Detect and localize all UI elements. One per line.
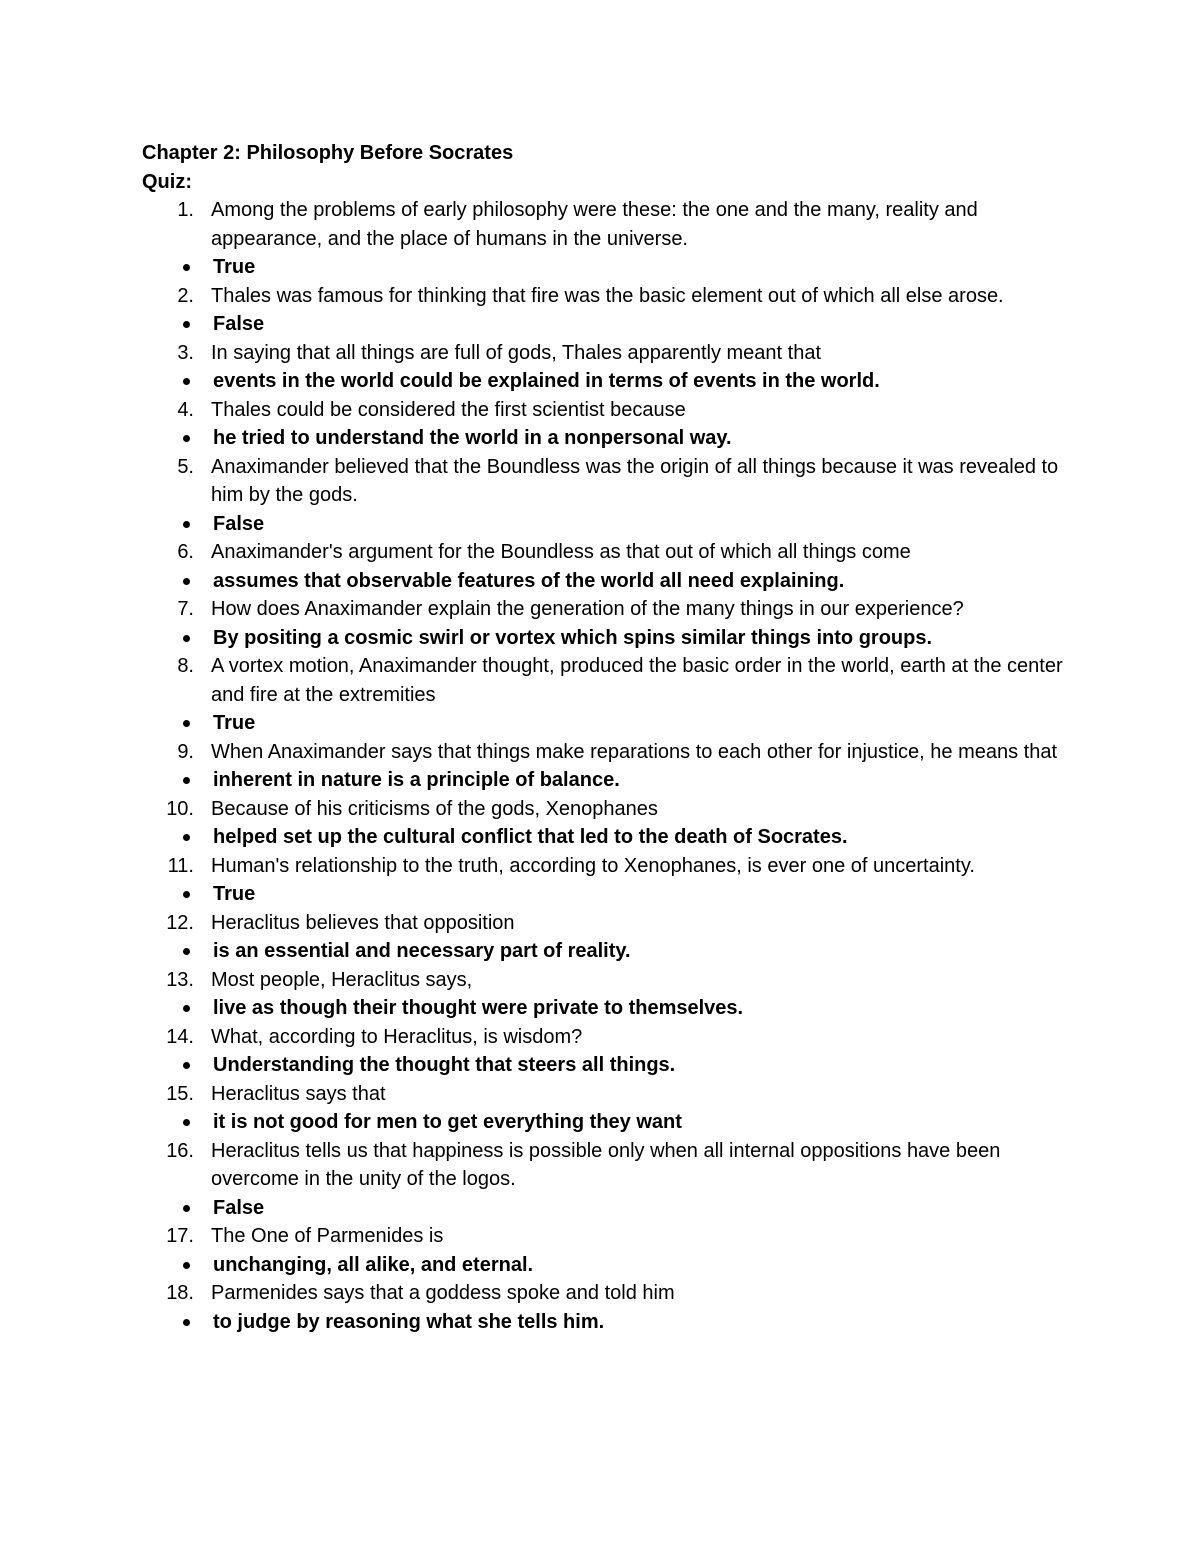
question-number: 3. <box>177 341 194 364</box>
question <box>142 652 1082 709</box>
bullet-icon <box>183 378 190 385</box>
bullet-icon <box>183 720 190 727</box>
question-item <box>142 1023 1082 1080</box>
question-number: 9. <box>177 740 194 763</box>
question-number: 12. <box>166 911 194 934</box>
question-number: 2. <box>177 284 194 307</box>
document-content <box>142 139 1082 1336</box>
question <box>142 852 1082 881</box>
bullet-icon <box>183 1319 190 1326</box>
question-text: Because of his criticisms of the gods, Xenophanes <box>211 797 658 820</box>
question <box>142 1023 1082 1052</box>
question-item <box>142 1279 1082 1336</box>
answer-text: False <box>213 512 265 535</box>
bullet-icon <box>183 1062 190 1069</box>
answer-text: False <box>213 1196 265 1219</box>
question-text: Most people, Heraclitus says, <box>211 968 473 991</box>
question-text: The One of Parmenides is <box>211 1225 444 1247</box>
answer <box>142 1051 1082 1080</box>
question-number: 16. <box>166 1139 194 1162</box>
answer <box>142 1308 1082 1337</box>
question-item <box>142 738 1082 795</box>
quiz-heading: Quiz: <box>142 170 192 193</box>
question <box>142 909 1082 938</box>
question-number: 4. <box>177 398 194 421</box>
answer-text: live as though their thought were private to themselves. <box>213 997 744 1019</box>
bullet-icon <box>183 891 190 898</box>
question <box>142 1222 1082 1251</box>
question <box>142 453 1082 510</box>
bullet-icon <box>183 435 190 442</box>
bullet-icon <box>183 1262 190 1269</box>
question-number: 6. <box>177 541 194 563</box>
question-text: What, according to Heraclitus, is wisdom? <box>211 1025 583 1048</box>
question <box>142 1137 1082 1194</box>
question-text: Anaximander believed that the Boundless was the origin of all things because it was revealed to him by the gods. <box>211 455 1059 506</box>
question <box>142 196 1082 253</box>
question-text: Heraclitus tells us that happiness is possible only when all internal oppositions have been overcome in the unity of the logos. <box>211 1139 1001 1190</box>
question <box>142 795 1082 824</box>
answer-text: unchanging, all alike, and eternal. <box>213 1253 534 1276</box>
question-item <box>142 538 1082 595</box>
answer <box>142 1108 1082 1137</box>
answer-text: events in the world could be explained in terms of events in the world. <box>213 370 880 392</box>
question-list <box>142 196 1082 1336</box>
question-number: 17. <box>166 1225 194 1247</box>
answer <box>142 1194 1082 1223</box>
bullet-icon <box>183 948 190 955</box>
answer <box>142 510 1082 539</box>
question-item <box>142 909 1082 966</box>
bullet-icon <box>183 321 190 328</box>
question-number: 13. <box>166 968 194 991</box>
bullet-icon <box>183 1005 190 1012</box>
answer-text: True <box>213 883 256 905</box>
question-number: 8. <box>177 655 194 677</box>
question-item <box>142 282 1082 339</box>
question-text: Thales was famous for thinking that fire was the basic element out of which all else arose. <box>211 284 1004 307</box>
question-item <box>142 339 1082 396</box>
question-text: Heraclitus believes that opposition <box>211 911 515 934</box>
question <box>142 1279 1082 1308</box>
question-text: In saying that all things are full of gods, Thales apparently meant that <box>211 341 821 364</box>
answer <box>142 709 1082 738</box>
question-text: Among the problems of early philosophy were these: the one and the many, reality and appearance, and the place of humans in the universe. <box>211 199 978 250</box>
question-item <box>142 595 1082 652</box>
question-item <box>142 852 1082 909</box>
answer <box>142 823 1082 852</box>
answer-text: he tried to understand the world in a nonpersonal way. <box>213 427 732 449</box>
question-number: 14. <box>166 1025 194 1048</box>
bullet-icon <box>183 635 190 642</box>
answer <box>142 424 1082 453</box>
question-text: Parmenides says that a goddess spoke and told him <box>211 1282 675 1304</box>
answer <box>142 253 1082 282</box>
question <box>142 538 1082 567</box>
question-item <box>142 1137 1082 1223</box>
question-number: 7. <box>177 598 194 620</box>
answer <box>142 937 1082 966</box>
question-text: Anaximander's argument for the Boundless as that out of which all things come <box>211 541 911 563</box>
answer <box>142 1251 1082 1280</box>
answer-text: Understanding the thought that steers all things. <box>213 1054 676 1076</box>
question <box>142 1080 1082 1109</box>
question-text: Human's relationship to the truth, according to Xenophanes, is ever one of uncertainty. <box>211 854 975 877</box>
bullet-icon <box>183 1119 190 1126</box>
question <box>142 595 1082 624</box>
bullet-icon <box>183 834 190 841</box>
answer <box>142 367 1082 396</box>
question-text: A vortex motion, Anaximander thought, produced the basic order in the world, earth at the center and fire at the extremities <box>211 655 1063 706</box>
bullet-icon <box>183 521 190 528</box>
answer-text: it is not good for men to get everything they want <box>213 1111 682 1133</box>
question-number: 5. <box>177 455 194 478</box>
bullet-icon <box>183 578 190 585</box>
answer <box>142 994 1082 1023</box>
answer-text: By positing a cosmic swirl or vortex which spins similar things into groups. <box>213 626 933 649</box>
bullet-icon <box>183 777 190 784</box>
question-number: 11. <box>167 854 194 877</box>
answer <box>142 766 1082 795</box>
answer <box>142 567 1082 596</box>
question-item <box>142 652 1082 738</box>
question-text: When Anaximander says that things make reparations to each other for injustice, he means that <box>211 740 1058 763</box>
question <box>142 396 1082 425</box>
answer-text: inherent in nature is a principle of balance. <box>213 769 620 791</box>
bullet-icon <box>183 1205 190 1212</box>
question <box>142 738 1082 767</box>
question-number: 10. <box>166 797 194 820</box>
question-item <box>142 1222 1082 1279</box>
question <box>142 966 1082 995</box>
question-item <box>142 966 1082 1023</box>
bullet-icon <box>183 264 190 271</box>
question <box>142 339 1082 368</box>
answer-text: True <box>213 712 256 734</box>
answer <box>142 880 1082 909</box>
answer-text: is an essential and necessary part of reality. <box>213 940 631 962</box>
question-text: Heraclitus says that <box>211 1082 386 1105</box>
answer <box>142 624 1082 653</box>
chapter-title: Chapter 2: Philosophy Before Socrates <box>142 142 514 164</box>
answer-text: assumes that observable features of the world all need explaining. <box>213 569 845 592</box>
question <box>142 282 1082 311</box>
question-number: 18. <box>166 1282 194 1304</box>
answer-text: to judge by reasoning what she tells him. <box>213 1310 605 1333</box>
question-item <box>142 1080 1082 1137</box>
answer-text: helped set up the cultural conflict that led to the death of Socrates. <box>213 826 848 848</box>
answer-text: True <box>213 256 256 278</box>
question-item <box>142 795 1082 852</box>
answer-text: False <box>213 313 265 335</box>
question-number: 15. <box>166 1082 194 1105</box>
question-item <box>142 396 1082 453</box>
question-text: Thales could be considered the first scientist because <box>211 398 686 421</box>
question-item <box>142 196 1082 282</box>
question-text: How does Anaximander explain the generation of the many things in our experience? <box>211 598 964 620</box>
question-number: 1. <box>177 199 194 221</box>
answer <box>142 310 1082 339</box>
question-item <box>142 453 1082 539</box>
